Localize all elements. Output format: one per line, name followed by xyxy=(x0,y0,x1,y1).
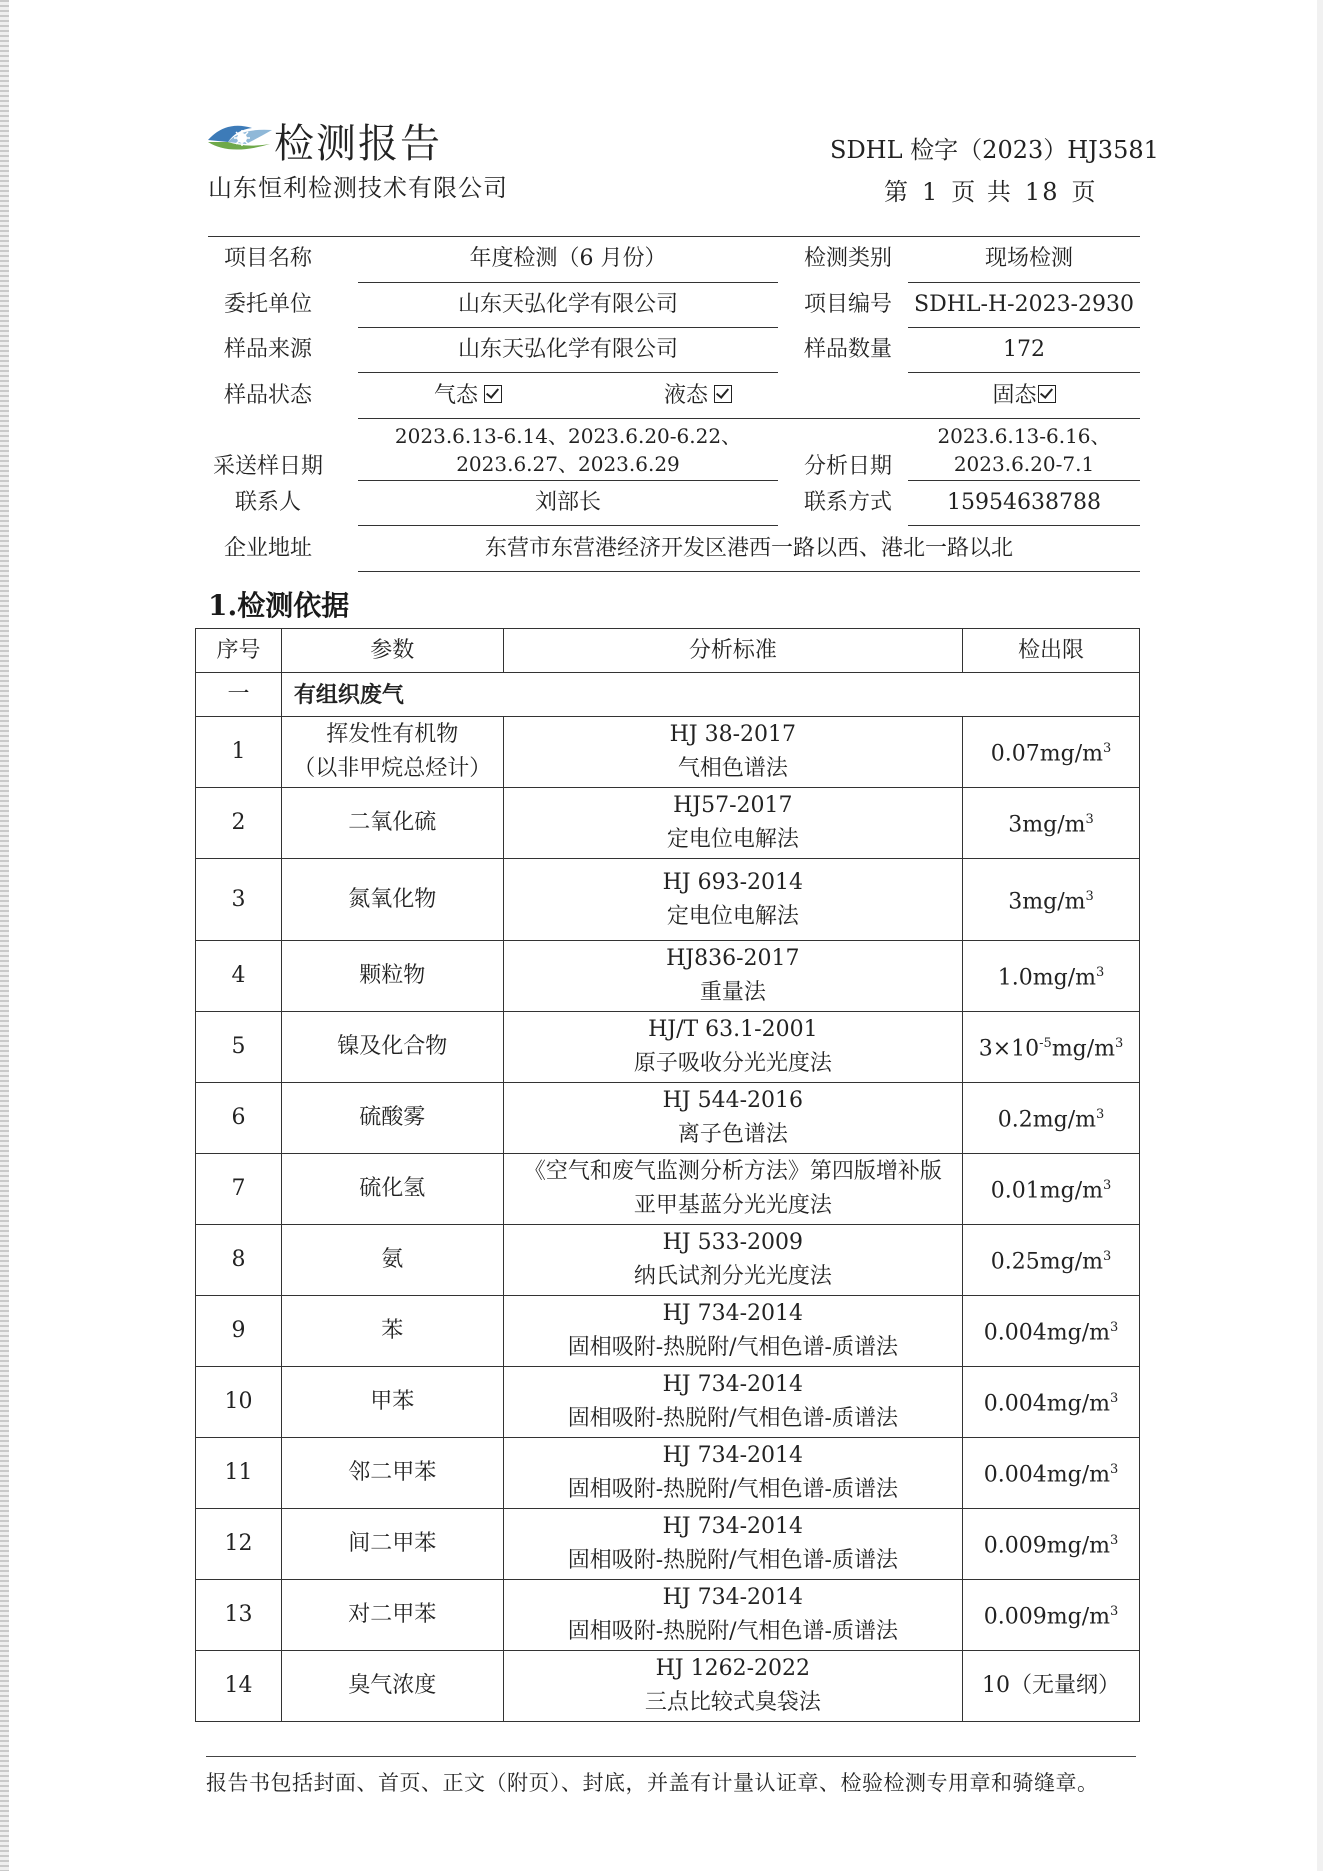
table-row xyxy=(196,859,1140,941)
param-line-1: 间二甲苯 xyxy=(348,1531,437,1556)
table-row xyxy=(196,1509,1140,1580)
limit-unit-exponent: 3 xyxy=(1085,812,1094,828)
standard-method: 亚甲基蓝分光光度法 xyxy=(633,1193,832,1218)
table-row xyxy=(196,1367,1140,1438)
state-liquid-label: 液态 xyxy=(663,383,708,408)
row-param xyxy=(281,1083,503,1154)
analysis-date-2: 2023.6.20-7.1 xyxy=(953,452,1095,476)
info-rule xyxy=(358,571,1140,572)
row-limit xyxy=(963,1154,1140,1225)
row-limit xyxy=(963,1438,1140,1509)
table-row xyxy=(196,1154,1140,1225)
state-gas-label: 气态 xyxy=(433,383,478,408)
group-no: 一 xyxy=(196,673,282,717)
standard-method: 定电位电解法 xyxy=(666,827,799,852)
limit-value: 0.07mg/m xyxy=(990,741,1103,767)
limit-value: 10（无量纲） xyxy=(982,1673,1121,1698)
row-no: 9 xyxy=(196,1296,282,1367)
standard-method: 固相吸附-热脱附/气相色谱-质谱法 xyxy=(567,1335,898,1360)
row-param xyxy=(281,1438,503,1509)
row-limit xyxy=(963,1367,1140,1438)
standard-method: 固相吸附-热脱附/气相色谱-质谱法 xyxy=(567,1477,898,1502)
row-param xyxy=(281,1580,503,1651)
info-rule xyxy=(358,525,778,526)
limit-unit-exponent: 3 xyxy=(1115,1036,1124,1052)
row-standard xyxy=(503,859,962,941)
state-gas xyxy=(408,381,528,411)
scan-edge-right xyxy=(1317,0,1323,1871)
limit-value: 0.004mg/m xyxy=(983,1391,1110,1417)
standard-code: HJ836-2017 xyxy=(666,946,800,971)
standard-method: 重量法 xyxy=(699,980,766,1005)
header-no: 序号 xyxy=(196,629,282,673)
limit-unit-exponent: 3 xyxy=(1095,1107,1105,1123)
row-standard xyxy=(503,1580,962,1651)
param-line-1: 硫化氢 xyxy=(359,1176,426,1201)
limit-unit-exponent: 3 xyxy=(1102,741,1112,757)
param-line-1: 挥发性有机物 xyxy=(326,722,459,747)
standard-code: HJ 734-2014 xyxy=(662,1301,804,1326)
row-limit xyxy=(963,941,1140,1012)
table-row xyxy=(196,1296,1140,1367)
standard-code: HJ 734-2014 xyxy=(662,1443,804,1468)
limit-value: mg/m xyxy=(1051,1036,1116,1062)
info-rule xyxy=(358,418,1140,419)
phone: 15954638788 xyxy=(947,490,1101,515)
state-label: 样品状态 xyxy=(223,383,312,408)
info-rule xyxy=(908,525,1140,526)
param-line-1: 苯 xyxy=(381,1318,404,1343)
address-label: 企业地址 xyxy=(223,536,312,561)
contact-label: 联系人 xyxy=(234,490,301,515)
standard-code: HJ 693-2014 xyxy=(662,869,804,895)
standards-table xyxy=(195,628,1140,1722)
phone-label: 联系方式 xyxy=(803,490,892,515)
page-prefix: 第 xyxy=(884,178,910,206)
limit-value: 0.004mg/m xyxy=(983,1462,1110,1488)
info-rule xyxy=(908,480,1140,481)
row-limit xyxy=(963,717,1140,788)
row-param xyxy=(281,1651,503,1722)
info-rule xyxy=(358,372,778,373)
table-header-row xyxy=(196,629,1140,673)
qty: 172 xyxy=(1003,337,1045,362)
table-row xyxy=(196,1225,1140,1296)
param-line-1: 颗粒物 xyxy=(359,963,426,988)
row-no: 2 xyxy=(196,788,282,859)
row-param xyxy=(281,1154,503,1225)
limit-value: 0.009mg/m xyxy=(983,1533,1110,1559)
limit-unit-exponent: 3 xyxy=(1102,1178,1112,1194)
limit-value: 0.01mg/m xyxy=(990,1178,1103,1204)
page-number xyxy=(878,176,1103,208)
report-number: SDHL 检字（2023）HJ3581 xyxy=(830,136,1159,164)
row-limit xyxy=(963,1651,1140,1722)
info-rule xyxy=(358,480,778,481)
standard-method: 固相吸附-热脱附/气相色谱-质谱法 xyxy=(567,1548,898,1573)
standard-code: HJ/T 63.1-2001 xyxy=(648,1017,818,1042)
standard-code: HJ57-2017 xyxy=(673,793,793,818)
row-limit xyxy=(963,1296,1140,1367)
param-line-1: 硫酸雾 xyxy=(359,1105,426,1130)
standard-method: 固相吸附-热脱附/气相色谱-质谱法 xyxy=(567,1619,898,1644)
row-standard xyxy=(503,1083,962,1154)
client: 山东天弘化学有限公司 xyxy=(457,292,678,317)
row-no: 11 xyxy=(196,1438,282,1509)
row-param xyxy=(281,717,503,788)
state-solid-label: 固态 xyxy=(992,383,1037,408)
sampling-date-2: 2023.6.27、2023.6.29 xyxy=(456,452,680,476)
row-limit xyxy=(963,1012,1140,1083)
row-no: 8 xyxy=(196,1225,282,1296)
report-title: 检测报告 xyxy=(274,121,442,167)
standard-code: HJ 1262-2022 xyxy=(655,1656,811,1681)
limit-value: 0.25mg/m xyxy=(990,1249,1103,1275)
group-name: 有组织废气 xyxy=(281,673,1139,717)
standard-method: 固相吸附-热脱附/气相色谱-质谱法 xyxy=(567,1406,898,1431)
row-param xyxy=(281,788,503,859)
header-limit: 检出限 xyxy=(963,629,1140,673)
address: 东营市东营港经济开发区港西一路以西、港北一路以北 xyxy=(484,536,1013,561)
row-no: 13 xyxy=(196,1580,282,1651)
limit-value: 0.004mg/m xyxy=(983,1320,1110,1346)
state-solid xyxy=(908,381,1140,411)
row-standard xyxy=(503,1012,962,1083)
row-param xyxy=(281,941,503,1012)
standard-method: 气相色谱法 xyxy=(677,756,788,781)
project-name: 年度检测（6 月份） xyxy=(469,246,667,271)
row-standard xyxy=(503,1509,962,1580)
limit-unit-exponent: 3 xyxy=(1102,1249,1112,1265)
row-no: 6 xyxy=(196,1083,282,1154)
row-param xyxy=(281,1012,503,1083)
header-standard: 分析标准 xyxy=(503,629,962,673)
test-type-label: 检测类别 xyxy=(803,246,892,271)
company-logo xyxy=(206,118,274,164)
table-row xyxy=(196,1012,1140,1083)
limit-value: 3mg/m xyxy=(1008,812,1086,838)
row-limit xyxy=(963,1580,1140,1651)
info-rule xyxy=(358,327,778,328)
limit-exponent: -5 xyxy=(1039,1036,1052,1052)
table-row xyxy=(196,788,1140,859)
group-row xyxy=(196,673,1140,717)
limit-unit-exponent: 3 xyxy=(1109,1391,1119,1407)
row-no: 7 xyxy=(196,1154,282,1225)
row-limit xyxy=(963,1083,1140,1154)
sampling-date-label: 采送样日期 xyxy=(212,454,323,479)
limit-unit-exponent: 3 xyxy=(1109,1462,1119,1478)
row-standard xyxy=(503,788,962,859)
table-row xyxy=(196,1580,1140,1651)
limit-value: 1.0mg/m xyxy=(997,965,1096,991)
row-no: 14 xyxy=(196,1651,282,1722)
row-no: 1 xyxy=(196,717,282,788)
info-rule xyxy=(908,372,1140,373)
row-standard xyxy=(503,1367,962,1438)
limit-unit-exponent: 3 xyxy=(1109,1533,1119,1549)
table-row xyxy=(196,1438,1140,1509)
contact: 刘部长 xyxy=(534,490,601,515)
row-param xyxy=(281,1225,503,1296)
limit-value: 0.2mg/m xyxy=(997,1107,1096,1133)
row-param xyxy=(281,859,503,941)
row-standard xyxy=(503,717,962,788)
param-line-1: 邻二甲苯 xyxy=(348,1460,437,1485)
limit-mantissa: 3×10 xyxy=(978,1036,1040,1062)
param-line-1: 镍及化合物 xyxy=(337,1034,448,1059)
param-line-2: （以非甲烷总烃计） xyxy=(293,756,492,781)
param-line-1: 对二甲苯 xyxy=(348,1602,437,1627)
page-current: 1 xyxy=(922,178,940,206)
standard-code: HJ 533-2009 xyxy=(662,1230,804,1255)
limit-value: 0.009mg/m xyxy=(983,1604,1110,1630)
row-no: 12 xyxy=(196,1509,282,1580)
param-line-1: 二氧化硫 xyxy=(348,810,437,835)
param-line-1: 氮氧化物 xyxy=(348,886,437,912)
limit-value: 3mg/m xyxy=(1008,889,1086,915)
project-no: SDHL-H-2023-2930 xyxy=(914,292,1134,317)
info-rule xyxy=(908,282,1140,283)
limit-unit-exponent: 3 xyxy=(1085,888,1094,904)
client-label: 委托单位 xyxy=(223,292,312,317)
row-limit xyxy=(963,1225,1140,1296)
page-mid: 页 共 xyxy=(951,178,1013,206)
row-standard xyxy=(503,941,962,1012)
standard-code: HJ 544-2016 xyxy=(662,1088,804,1113)
standard-method: 离子色谱法 xyxy=(677,1122,788,1147)
row-no: 10 xyxy=(196,1367,282,1438)
limit-unit-exponent: 3 xyxy=(1095,965,1105,981)
param-line-1: 臭气浓度 xyxy=(348,1673,437,1698)
info-rule xyxy=(908,327,1140,328)
project-no-label: 项目编号 xyxy=(803,292,892,317)
source: 山东天弘化学有限公司 xyxy=(457,337,678,362)
standard-method: 纳氏试剂分光光度法 xyxy=(633,1264,832,1289)
row-limit xyxy=(963,1509,1140,1580)
info-rule xyxy=(358,282,778,283)
page-total: 18 xyxy=(1024,178,1060,206)
row-standard xyxy=(503,1296,962,1367)
checkbox-icon xyxy=(714,385,732,403)
standard-code: HJ 734-2014 xyxy=(662,1585,804,1610)
param-line-1: 甲苯 xyxy=(370,1389,415,1414)
row-standard xyxy=(503,1438,962,1509)
footer-note: 报告书包括封面、首页、正文（附页）、封底，并盖有计量认证章、检验检测专用章和骑缝章。 xyxy=(206,1756,1136,1797)
row-no: 4 xyxy=(196,941,282,1012)
standard-method: 三点比较式臭袋法 xyxy=(644,1690,821,1715)
row-limit xyxy=(963,859,1140,941)
source-label: 样品来源 xyxy=(223,337,312,362)
row-no: 5 xyxy=(196,1012,282,1083)
row-param xyxy=(281,1509,503,1580)
test-type: 现场检测 xyxy=(984,246,1073,271)
table-row xyxy=(196,941,1140,1012)
header-param: 参数 xyxy=(281,629,503,673)
standard-code: HJ 38-2017 xyxy=(669,722,797,747)
limit-unit-exponent: 3 xyxy=(1109,1320,1119,1336)
row-standard xyxy=(503,1154,962,1225)
row-limit xyxy=(963,788,1140,859)
standard-method: 定电位电解法 xyxy=(666,903,799,929)
table-row xyxy=(196,1083,1140,1154)
standard-code: 《空气和废气监测分析方法》第四版增补版 xyxy=(523,1159,942,1184)
scan-edge xyxy=(0,0,9,1871)
standard-method: 原子吸收分光光度法 xyxy=(633,1051,832,1076)
param-line-1: 氨 xyxy=(381,1247,404,1272)
row-no: 3 xyxy=(196,859,282,941)
table-row xyxy=(196,1651,1140,1722)
sampling-date-1: 2023.6.13-6.14、2023.6.20-6.22、 xyxy=(394,424,742,448)
row-standard xyxy=(503,1651,962,1722)
limit-unit-exponent: 3 xyxy=(1109,1604,1119,1620)
row-param xyxy=(281,1367,503,1438)
qty-label: 样品数量 xyxy=(803,337,892,362)
row-standard xyxy=(503,1225,962,1296)
state-liquid xyxy=(638,381,758,411)
section-title: 1.检测依据 xyxy=(208,589,350,622)
standard-code: HJ 734-2014 xyxy=(662,1514,804,1539)
info-rule xyxy=(208,236,1140,237)
page-suffix: 页 xyxy=(1071,178,1098,206)
analysis-date-label: 分析日期 xyxy=(803,454,892,479)
company-name: 山东恒利检测技术有限公司 xyxy=(208,174,508,202)
table-row xyxy=(196,717,1140,788)
analysis-date-1: 2023.6.13-6.16、 xyxy=(937,424,1111,448)
checkbox-icon xyxy=(1038,385,1056,403)
checkbox-icon xyxy=(484,385,502,403)
project-name-label: 项目名称 xyxy=(223,246,312,271)
standard-code: HJ 734-2014 xyxy=(662,1372,804,1397)
row-param xyxy=(281,1296,503,1367)
